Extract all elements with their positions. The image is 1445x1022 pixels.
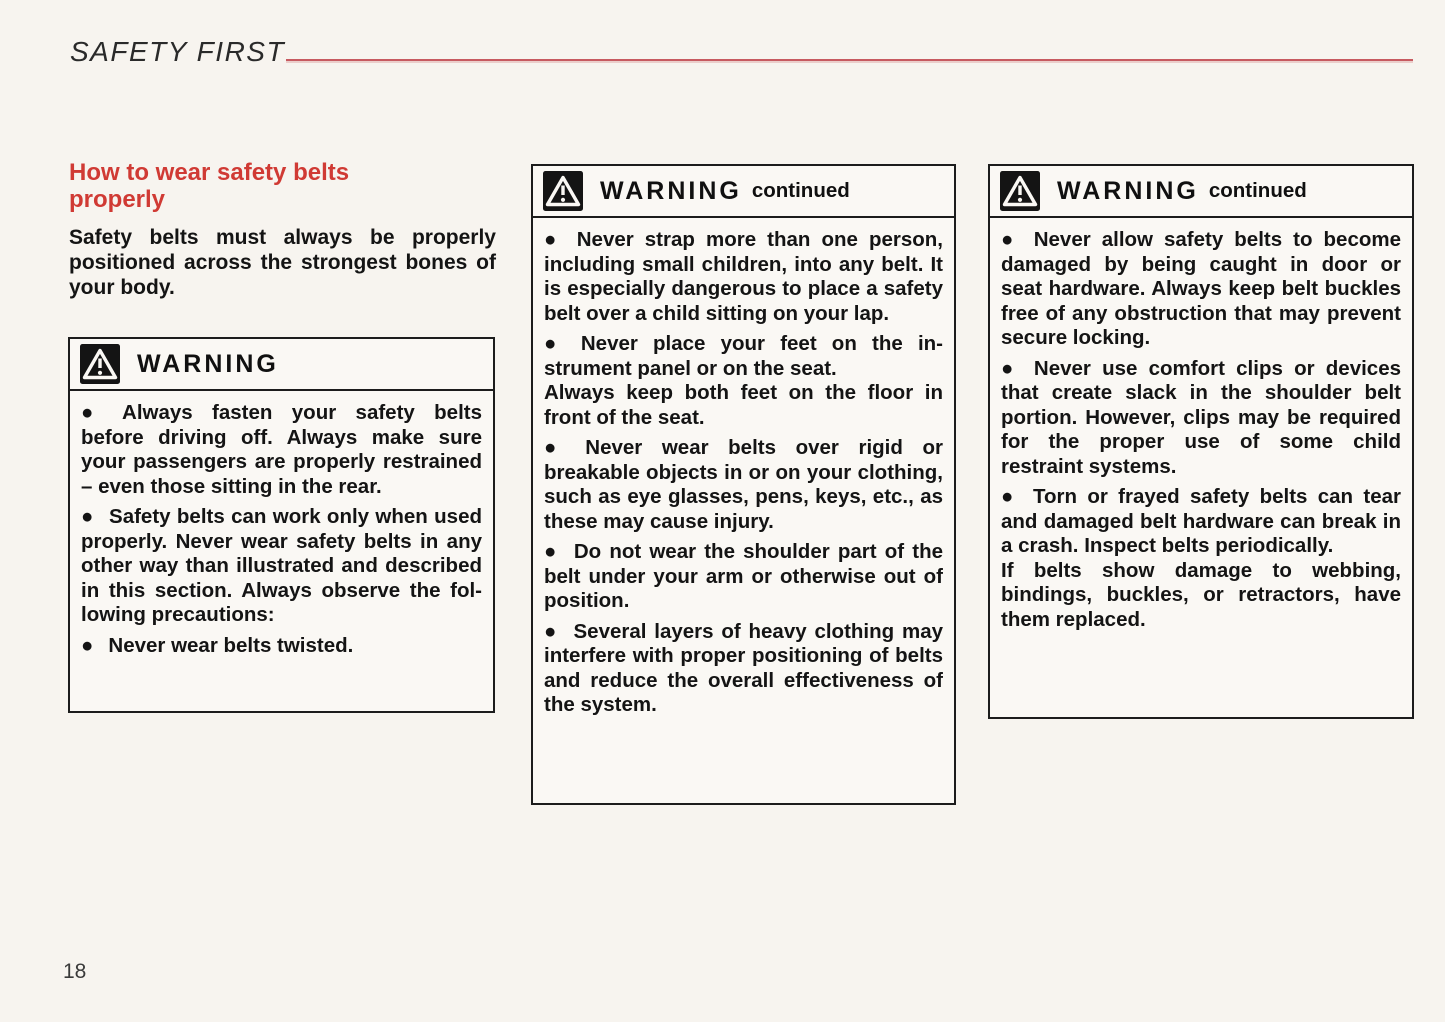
warning-item bbox=[544, 228, 943, 326]
page-number: 18 bbox=[63, 960, 87, 983]
bullet-marker: ● bbox=[544, 436, 571, 459]
warning-item-text: Do not wear the shoulder part of the belt under your arm or otherwise out of position. bbox=[544, 540, 943, 612]
warning-item-text: Always fasten your safety belts before driving off. Always make sure your passengers are properly restrained – even those sitting in the rear. bbox=[81, 401, 482, 498]
bullet-marker: ● bbox=[81, 633, 94, 657]
warning-item bbox=[1001, 357, 1401, 480]
warning-item bbox=[544, 436, 943, 534]
warning-item-text: Several layers of heavy clothing may interfere with proper positioning of belts and reduce the overall effectiveness of the system. bbox=[544, 619, 943, 716]
bullet-marker: ● bbox=[544, 228, 562, 251]
warning-item bbox=[1001, 485, 1401, 559]
warning-item-text: Never strap more than one person, including small children, into any belt. It is especially dangerous to place a safety belt over a child sitting on your lap. bbox=[544, 228, 944, 325]
warning-title: WARNING bbox=[137, 349, 279, 378]
warning-subtitle: continued bbox=[751, 179, 850, 202]
warning-item-text: Always keep both feet on the floor in front of the seat. bbox=[544, 381, 943, 429]
warning-box-body bbox=[70, 391, 493, 668]
intro-paragraph: Safety belts must always be properly positioned across the strongest bones of your body. bbox=[69, 226, 496, 299]
bullet-marker: ● bbox=[1001, 228, 1019, 251]
warning-item-text: Never use comfort clips or devices that create slack in the shoulder belt portion. However, clips may be required for the proper use of some child restraint systems. bbox=[1001, 356, 1402, 478]
warning-item bbox=[544, 620, 943, 718]
bullet-marker: ● bbox=[1001, 356, 1019, 380]
warning-subtitle: continued bbox=[1208, 179, 1307, 202]
bullet-marker: ● bbox=[544, 540, 559, 563]
warning-item bbox=[81, 505, 482, 628]
warning-item bbox=[544, 332, 943, 381]
warning-title: WARNING bbox=[600, 176, 742, 205]
warning-item-text: Never allow safety belts to become damaged by being caught in door or seat hardware. Always keep belt buckles free of any obstruction that may prevent secure locking. bbox=[1001, 228, 1401, 349]
warning-item bbox=[1001, 228, 1401, 351]
warning-box-body bbox=[990, 218, 1412, 642]
warning-item-text: Never wear belts twisted. bbox=[108, 633, 354, 657]
header-rule bbox=[286, 59, 1413, 61]
bullet-marker: ● bbox=[544, 332, 566, 355]
warning-box-header bbox=[533, 166, 954, 218]
warning-item-continuation bbox=[544, 381, 943, 430]
warning-item bbox=[81, 634, 482, 659]
warning-triangle-icon bbox=[543, 171, 583, 211]
warning-item bbox=[81, 401, 482, 499]
bullet-marker: ● bbox=[544, 619, 559, 643]
bullet-marker: ● bbox=[1001, 485, 1019, 508]
warning-box-left bbox=[68, 337, 495, 713]
warning-item-continuation bbox=[1001, 559, 1401, 633]
warning-box-header bbox=[990, 166, 1412, 218]
page-header-title: SAFETY FIRST bbox=[70, 36, 286, 67]
warning-box-header bbox=[70, 339, 493, 391]
warning-box-middle bbox=[531, 164, 956, 805]
warning-item-text: Never place your feet on the instrument panel or on the seat. bbox=[544, 332, 943, 380]
warning-item-text: Safety belts can work only when used properly. Never wear safety belts in any other way than illustrated and described in this section. Always observe the following precautions: bbox=[81, 505, 482, 626]
bullet-marker: ● bbox=[81, 401, 108, 424]
warning-box-right bbox=[988, 164, 1414, 719]
warning-box-body bbox=[533, 218, 954, 728]
warning-item-text: If belts show damage to webbing, bindings, buckles, or retractors, have them replaced. bbox=[1001, 558, 1401, 631]
warning-item bbox=[544, 540, 943, 614]
section-heading: How to wear safety belts properly bbox=[69, 159, 350, 213]
warning-triangle-icon bbox=[1000, 171, 1040, 211]
warning-item-text: Torn or frayed safety belts can tear and damaged belt hardware can break in a crash. Inspect belts periodically. bbox=[1001, 485, 1402, 557]
warning-triangle-icon bbox=[80, 344, 120, 384]
warning-title: WARNING bbox=[1057, 176, 1199, 205]
warning-item-text: Never wear belts over rigid or breakable objects in or on your clothing, such as eye glasses, pens, keys, etc., as these may cause injury. bbox=[544, 436, 943, 533]
bullet-marker: ● bbox=[81, 505, 95, 528]
